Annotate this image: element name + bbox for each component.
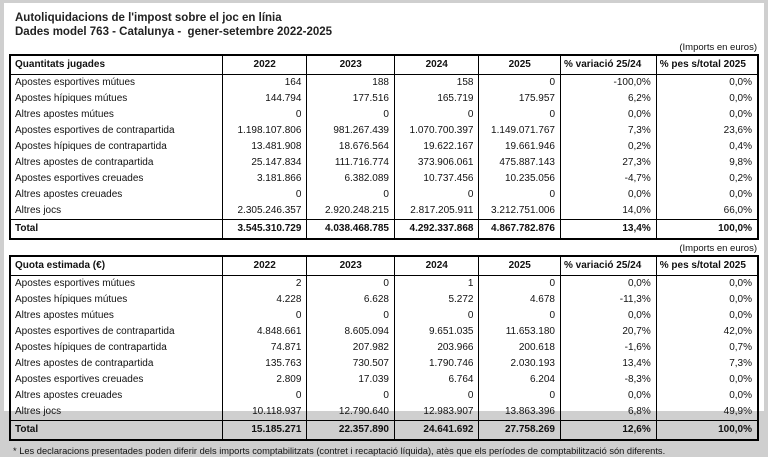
value-cell: 19.622.167	[394, 139, 479, 155]
value-cell: 0	[394, 107, 479, 123]
table-row	[10, 171, 758, 187]
value-cell: 0	[222, 187, 307, 203]
value-cell: 0	[307, 187, 395, 203]
value-cell: 3.181.866	[222, 171, 307, 187]
value-cell: 0	[222, 107, 307, 123]
share-cell: 23,6%	[656, 123, 758, 139]
percent-column-header: % variació 25/24	[561, 256, 657, 276]
value-cell: 0	[307, 388, 395, 404]
total-value-cell: 3.545.310.729	[222, 220, 307, 240]
table-row	[10, 340, 758, 356]
variation-cell: 0,0%	[561, 187, 657, 203]
value-cell: 1.198.107.806	[222, 123, 307, 139]
value-cell: 135.763	[222, 356, 307, 372]
share-cell: 0,0%	[656, 308, 758, 324]
variation-cell: -100,0%	[561, 75, 657, 92]
value-cell: 6.382.089	[307, 171, 395, 187]
table-row	[10, 75, 758, 92]
value-cell: 19.661.946	[479, 139, 561, 155]
value-cell: 6.764	[394, 372, 479, 388]
value-cell: 373.906.061	[394, 155, 479, 171]
variation-cell: 7,3%	[561, 123, 657, 139]
page-title: Autoliquidacions de l'impost sobre el joc en línia	[15, 12, 282, 24]
table-row	[10, 308, 758, 324]
row-label: Altres jocs	[10, 203, 222, 220]
header-row	[10, 55, 758, 75]
row-label: Altres apostes creuades	[10, 187, 222, 203]
value-cell: 158	[394, 75, 479, 92]
year-column-header: 2024	[394, 55, 479, 75]
total-value-cell: 4.867.782.876	[479, 220, 561, 240]
table-row	[10, 372, 758, 388]
units-label: (Imports en euros)	[679, 243, 757, 254]
value-cell: 3.212.751.006	[479, 203, 561, 220]
header-row	[10, 256, 758, 276]
year-column-header: 2022	[222, 55, 307, 75]
variation-cell: 13,4%	[561, 356, 657, 372]
quota-estimada-table	[9, 255, 759, 441]
total-share-cell: 100,0%	[656, 220, 758, 240]
row-label: Apostes hípiques mútues	[10, 91, 222, 107]
value-cell: 2.920.248.215	[307, 203, 395, 220]
variation-cell: 27,3%	[561, 155, 657, 171]
variation-cell: 20,7%	[561, 324, 657, 340]
value-cell: 981.267.439	[307, 123, 395, 139]
row-label: Apostes esportives creuades	[10, 171, 222, 187]
row-label: Altres apostes creuades	[10, 388, 222, 404]
footnote: * Les declaracions presentades poden diferir dels imports comptabilitzats (contret i recaptació líquida), atès que els períodes de comptabilització són diferents.	[13, 446, 666, 456]
row-label: Apostes esportives creuades	[10, 372, 222, 388]
total-value-cell: 22.357.890	[307, 421, 395, 441]
variation-cell: 0,0%	[561, 107, 657, 123]
value-cell: 0	[307, 276, 395, 293]
value-cell: 207.982	[307, 340, 395, 356]
value-cell: 17.039	[307, 372, 395, 388]
value-cell: 0	[479, 388, 561, 404]
value-cell: 12.983.907	[394, 404, 479, 421]
share-cell: 42,0%	[656, 324, 758, 340]
table-title-cell: Quota estimada (€)	[10, 256, 222, 276]
share-cell: 49,9%	[656, 404, 758, 421]
share-cell: 0,0%	[656, 107, 758, 123]
value-cell: 0	[394, 187, 479, 203]
table-row	[10, 155, 758, 171]
value-cell: 475.887.143	[479, 155, 561, 171]
share-cell: 0,0%	[656, 276, 758, 293]
value-cell: 111.716.774	[307, 155, 395, 171]
row-label: Altres apostes mútues	[10, 107, 222, 123]
value-cell: 165.719	[394, 91, 479, 107]
share-cell: 0,0%	[656, 75, 758, 92]
value-cell: 2.809	[222, 372, 307, 388]
variation-cell: 6,2%	[561, 91, 657, 107]
variation-cell: -11,3%	[561, 292, 657, 308]
value-cell: 1	[394, 276, 479, 293]
share-cell: 0,0%	[656, 372, 758, 388]
value-cell: 8.605.094	[307, 324, 395, 340]
total-variation-cell: 13,4%	[561, 220, 657, 240]
value-cell: 10.737.456	[394, 171, 479, 187]
year-column-header: 2025	[479, 256, 561, 276]
variation-cell: 0,0%	[561, 308, 657, 324]
table-row	[10, 292, 758, 308]
value-cell: 6.204	[479, 372, 561, 388]
share-cell: 7,3%	[656, 356, 758, 372]
total-value-cell: 4.038.468.785	[307, 220, 395, 240]
value-cell: 175.957	[479, 91, 561, 107]
share-cell: 0,0%	[656, 91, 758, 107]
year-column-header: 2023	[307, 256, 395, 276]
value-cell: 12.790.640	[307, 404, 395, 421]
value-cell: 164	[222, 75, 307, 92]
row-label: Apostes esportives de contrapartida	[10, 123, 222, 139]
value-cell: 0	[307, 308, 395, 324]
variation-cell: 0,0%	[561, 388, 657, 404]
year-column-header: 2024	[394, 256, 479, 276]
value-cell: 18.676.564	[307, 139, 395, 155]
value-cell: 177.516	[307, 91, 395, 107]
value-cell: 0	[479, 276, 561, 293]
value-cell: 11.653.180	[479, 324, 561, 340]
value-cell: 0	[307, 107, 395, 123]
total-label: Total	[10, 220, 222, 240]
share-cell: 0,0%	[656, 187, 758, 203]
row-label: Apostes esportives mútues	[10, 75, 222, 92]
table-row	[10, 276, 758, 293]
row-label: Altres apostes mútues	[10, 308, 222, 324]
table-row	[10, 203, 758, 220]
value-cell: 10.235.056	[479, 171, 561, 187]
value-cell: 144.794	[222, 91, 307, 107]
share-cell: 0,4%	[656, 139, 758, 155]
value-cell: 0	[394, 308, 479, 324]
row-label: Apostes hípiques mútues	[10, 292, 222, 308]
total-value-cell: 4.292.337.868	[394, 220, 479, 240]
value-cell: 0	[394, 388, 479, 404]
value-cell: 9.651.035	[394, 324, 479, 340]
value-cell: 2	[222, 276, 307, 293]
share-cell: 0,0%	[656, 388, 758, 404]
variation-cell: -8,3%	[561, 372, 657, 388]
share-cell: 0,7%	[656, 340, 758, 356]
percent-column-header: % pes s/total 2025	[656, 256, 758, 276]
value-cell: 0	[479, 187, 561, 203]
table-title-cell: Quantitats jugades	[10, 55, 222, 75]
variation-cell: 6,8%	[561, 404, 657, 421]
value-cell: 0	[479, 75, 561, 92]
value-cell: 0	[479, 308, 561, 324]
row-label: Apostes esportives mútues	[10, 276, 222, 293]
value-cell: 2.030.193	[479, 356, 561, 372]
table-row	[10, 187, 758, 203]
percent-column-header: % variació 25/24	[561, 55, 657, 75]
value-cell: 730.507	[307, 356, 395, 372]
row-label: Apostes esportives de contrapartida	[10, 324, 222, 340]
total-share-cell: 100,0%	[656, 421, 758, 441]
value-cell: 2.817.205.911	[394, 203, 479, 220]
table-row	[10, 356, 758, 372]
value-cell: 74.871	[222, 340, 307, 356]
variation-cell: -4,7%	[561, 171, 657, 187]
total-variation-cell: 12,6%	[561, 421, 657, 441]
document-page	[4, 3, 764, 456]
value-cell: 1.149.071.767	[479, 123, 561, 139]
total-value-cell: 27.758.269	[479, 421, 561, 441]
row-label: Apostes hípiques de contrapartida	[10, 139, 222, 155]
year-column-header: 2023	[307, 55, 395, 75]
table-row	[10, 404, 758, 421]
share-cell: 0,2%	[656, 171, 758, 187]
units-label: (Imports en euros)	[679, 42, 757, 53]
table-row	[10, 123, 758, 139]
page-subtitle: Dades model 763 - Catalunya - gener-setembre 2022-2025	[15, 26, 333, 38]
row-label: Altres apostes de contrapartida	[10, 155, 222, 171]
total-row	[10, 421, 758, 441]
row-label: Apostes hípiques de contrapartida	[10, 340, 222, 356]
quantitats-jugades-table	[9, 54, 759, 240]
value-cell: 0	[222, 388, 307, 404]
year-column-header: 2025	[479, 55, 561, 75]
row-label: Altres jocs	[10, 404, 222, 421]
share-cell: 9,8%	[656, 155, 758, 171]
value-cell: 188	[307, 75, 395, 92]
value-cell: 6.628	[307, 292, 395, 308]
variation-cell: -1,6%	[561, 340, 657, 356]
value-cell: 1.070.700.397	[394, 123, 479, 139]
value-cell: 1.790.746	[394, 356, 479, 372]
year-column-header: 2022	[222, 256, 307, 276]
value-cell: 203.966	[394, 340, 479, 356]
value-cell: 13.481.908	[222, 139, 307, 155]
value-cell: 0	[479, 107, 561, 123]
value-cell: 2.305.246.357	[222, 203, 307, 220]
variation-cell: 0,0%	[561, 276, 657, 293]
value-cell: 4.228	[222, 292, 307, 308]
share-cell: 0,0%	[656, 292, 758, 308]
total-value-cell: 15.185.271	[222, 421, 307, 441]
total-value-cell: 24.641.692	[394, 421, 479, 441]
percent-column-header: % pes s/total 2025	[656, 55, 758, 75]
variation-cell: 0,2%	[561, 139, 657, 155]
value-cell: 0	[222, 308, 307, 324]
table-row	[10, 91, 758, 107]
value-cell: 13.863.396	[479, 404, 561, 421]
variation-cell: 14,0%	[561, 203, 657, 220]
value-cell: 4.848.661	[222, 324, 307, 340]
table-row	[10, 324, 758, 340]
value-cell: 200.618	[479, 340, 561, 356]
value-cell: 10.118.937	[222, 404, 307, 421]
table-row	[10, 139, 758, 155]
row-label: Altres apostes de contrapartida	[10, 356, 222, 372]
value-cell: 4.678	[479, 292, 561, 308]
share-cell: 66,0%	[656, 203, 758, 220]
total-label: Total	[10, 421, 222, 441]
table-row	[10, 388, 758, 404]
value-cell: 5.272	[394, 292, 479, 308]
total-row	[10, 220, 758, 240]
value-cell: 25.147.834	[222, 155, 307, 171]
table-row	[10, 107, 758, 123]
